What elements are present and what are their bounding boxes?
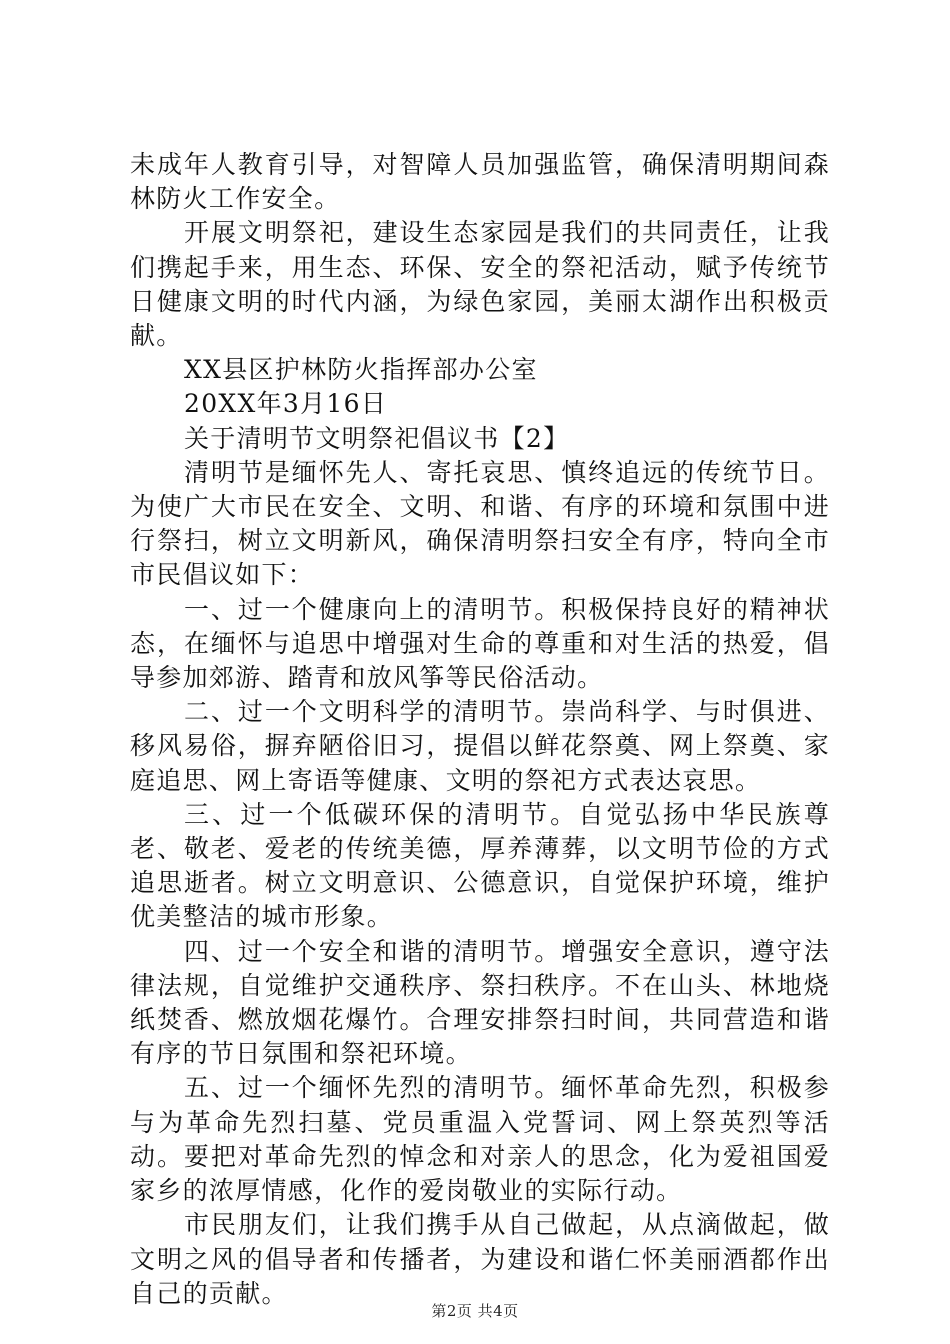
paragraph-2: 开展文明祭祀，建设生态家园是我们的共同责任，让我们携起手来，用生态、环保、安全的祭祀活动，赋予传统节日健康文明的时代内涵，为绿色家园，美丽太湖作出积极贡献。: [130, 218, 830, 351]
paragraph-item-1: 一、过一个健康向上的清明节。积极保持良好的精神状态，在缅怀与追思中增强对生命的尊重和对生活的热爱，倡导参加郊游、踏青和放风筝等民俗活动。: [130, 594, 830, 693]
page-number-footer: 第2页 共4页: [431, 1302, 519, 1320]
paragraph-item-4: 四、过一个安全和谐的清明节。增强安全意识，遵守法律法规，自觉维护交通秩序、祭扫秩序。不在山头、林地烧纸焚香、燃放烟花爆竹。合理安排祭扫时间，共同营造和谐有序的节日氛围和祭祀环境。: [130, 936, 830, 1069]
paragraph-1: 未成年人教育引导，对智障人员加强监管，确保清明期间森林防火工作安全。: [130, 150, 830, 214]
paragraph-closing: 市民朋友们，让我们携手从自己做起，从点滴做起，做文明之风的倡导者和传播者，为建设和谐仁怀美丽酒都作出自己的贡献。: [130, 1210, 830, 1308]
issuer-line: XX县区护林防火指挥部办公室: [184, 355, 538, 385]
paragraph-item-2: 二、过一个文明科学的清明节。崇尚科学、与时俱进、移风易俗，摒弃陋俗旧习，提倡以鲜花祭奠、网上祭奠、家庭追思、网上寄语等健康、文明的祭祀方式表达哀思。: [130, 697, 830, 795]
paragraph-item-5: 五、过一个缅怀先烈的清明节。缅怀革命先烈，积极参与为革命先烈扫墓、党员重温入党誓词、网上祭英烈等活动。要把对革命先烈的悼念和对亲人的思念，化为爱祖国爱家乡的浓厚情感，化作的爱岗敬业的实际行动。: [130, 1073, 830, 1206]
paragraph-item-3: 三、过一个低碳环保的清明节。自觉弘扬中华民族尊老、敬老、爱老的传统美德，厚养薄葬，以文明节俭的方式追思逝者。树立文明意识、公德意识，自觉保护环境，维护优美整洁的城市形象。: [130, 799, 830, 932]
paragraph-intro: 清明节是缅怀先人、寄托哀思、慎终追远的传统节日。为使广大市民在安全、文明、和谐、有序的环境和氛围中进行祭扫，树立文明新风，确保清明祭扫安全有序，特向全市市民倡议如下：: [130, 457, 830, 590]
date-line: 20XX年3月16日: [184, 389, 388, 419]
document-body: [130, 148, 830, 1311]
section-title: 关于清明节文明祭祀倡议书【2】: [184, 423, 570, 453]
